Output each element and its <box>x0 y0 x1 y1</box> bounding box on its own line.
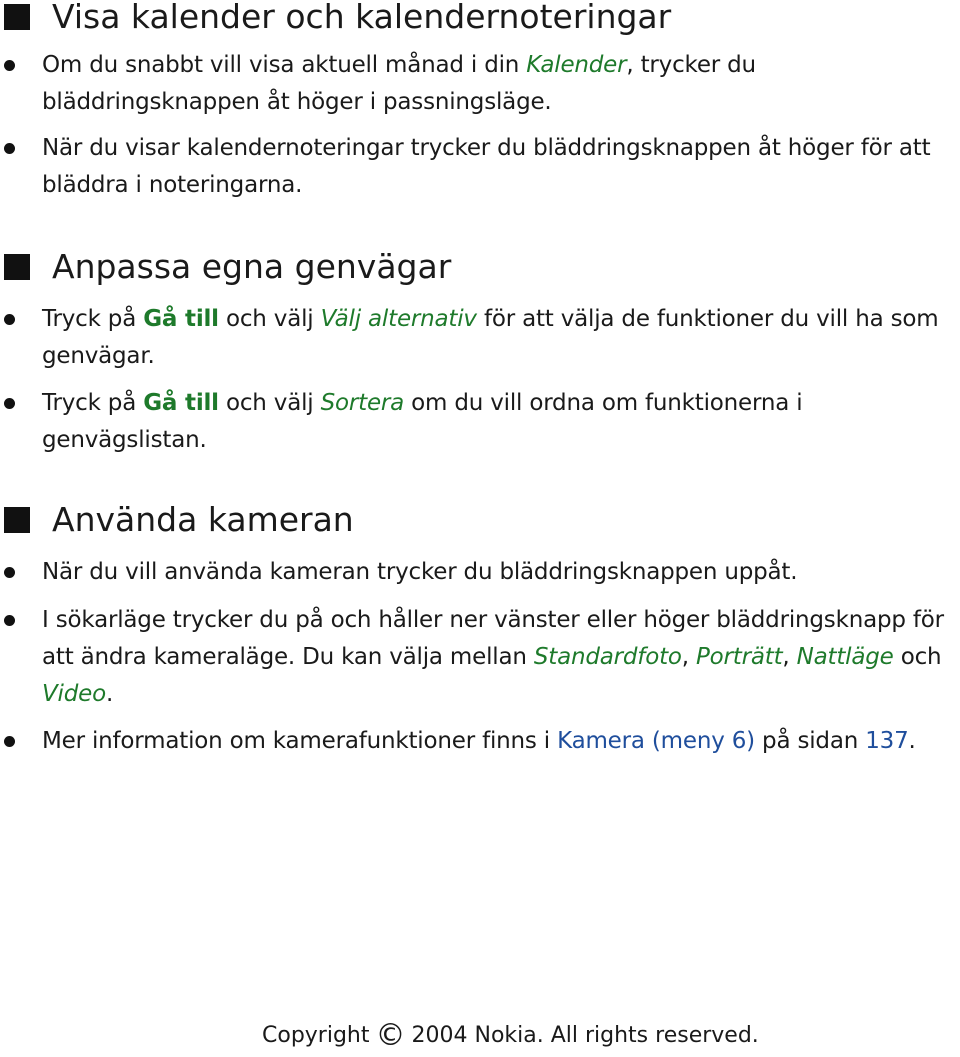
text-run: på sidan <box>754 728 866 754</box>
section-visa-kalender <box>0 0 960 198</box>
text-run: När du visar kalendernoteringar trycker du bläddringsknappen åt höger för att bläddra i noteringarna. <box>42 135 931 198</box>
page-reference-link[interactable]: 137 <box>865 728 909 754</box>
list-item <box>0 130 960 210</box>
list-item <box>0 554 960 594</box>
copyright-prefix: Copyright <box>262 1023 370 1048</box>
menu-term: Standardfoto <box>533 644 682 670</box>
list-item <box>0 385 960 465</box>
menu-term: Porträtt <box>696 644 783 670</box>
menu-term: Nattläge <box>796 644 894 670</box>
bullet-icon <box>4 567 15 578</box>
text-run: . <box>908 728 916 754</box>
bullet-icon <box>4 398 15 409</box>
text-run: och välj <box>218 306 321 332</box>
bullet-icon <box>4 314 15 325</box>
text-run: , <box>782 644 797 670</box>
section-title: Visa kalender och kalendernoteringar <box>52 0 672 36</box>
softkey-term: Gå till <box>143 306 219 332</box>
menu-term: Välj alternativ <box>320 306 477 332</box>
menu-term: Video <box>42 681 106 707</box>
text-run: I sökarläge trycker du på och håller ner vänster eller höger bläddringsknapp för att ändra kameraläge. Du kan välja mellan <box>42 607 944 670</box>
text-run: Tryck på <box>42 306 144 332</box>
bullet-icon <box>4 143 15 154</box>
list-item <box>0 602 960 717</box>
bullet-icon <box>4 736 15 747</box>
list-item-text <box>42 554 960 591</box>
list-item <box>0 723 960 763</box>
menu-term: Kalender <box>526 52 627 78</box>
text-run: och välj <box>218 390 321 416</box>
text-run: När du vill använda kameran trycker du bläddringsknappen uppåt. <box>42 559 798 585</box>
section-anpassa-genvagar <box>0 247 960 453</box>
list-item <box>0 47 960 127</box>
cross-reference-link[interactable]: Kamera (meny 6) <box>557 728 755 754</box>
section-title: Anpassa egna genvägar <box>52 247 452 286</box>
bullet-icon <box>4 615 15 626</box>
text-run: Mer information om kamerafunktioner finns i <box>42 728 558 754</box>
bullet-icon <box>4 60 15 71</box>
heading-square-icon <box>4 507 30 533</box>
copyright-footer <box>262 1018 759 1054</box>
section-heading <box>0 500 960 543</box>
list-item-text <box>42 723 960 760</box>
menu-term: Sortera <box>320 390 405 416</box>
list-item-text <box>42 385 960 459</box>
text-run: för att välja de funktioner du vill ha som genvägar. <box>42 306 939 369</box>
text-run: och <box>893 644 942 670</box>
text-run: Om du snabbt vill visa aktuell månad i din <box>42 52 527 78</box>
softkey-term: Gå till <box>143 390 219 416</box>
text-run: , trycker du bläddringsknappen åt höger i passningsläge. <box>42 52 756 115</box>
section-title: Använda kameran <box>52 500 354 539</box>
list-item-text <box>42 47 960 121</box>
heading-square-icon <box>4 254 30 280</box>
list-item-text <box>42 130 960 204</box>
heading-square-icon <box>4 4 30 30</box>
text-run: om du vill ordna om funktionerna i genvägslistan. <box>42 390 803 453</box>
copyright-text: 2004 Nokia. All rights reserved. <box>411 1023 759 1048</box>
text-run: , <box>681 644 696 670</box>
text-run: . <box>105 681 114 707</box>
text-run: Tryck på <box>42 390 144 416</box>
list-item-text <box>42 301 960 375</box>
list-item-text <box>42 602 960 713</box>
section-heading <box>0 0 960 40</box>
section-heading <box>0 247 960 290</box>
list-item <box>0 301 960 381</box>
section-anvanda-kameran <box>0 500 960 754</box>
copyright-icon: © <box>375 1018 406 1053</box>
